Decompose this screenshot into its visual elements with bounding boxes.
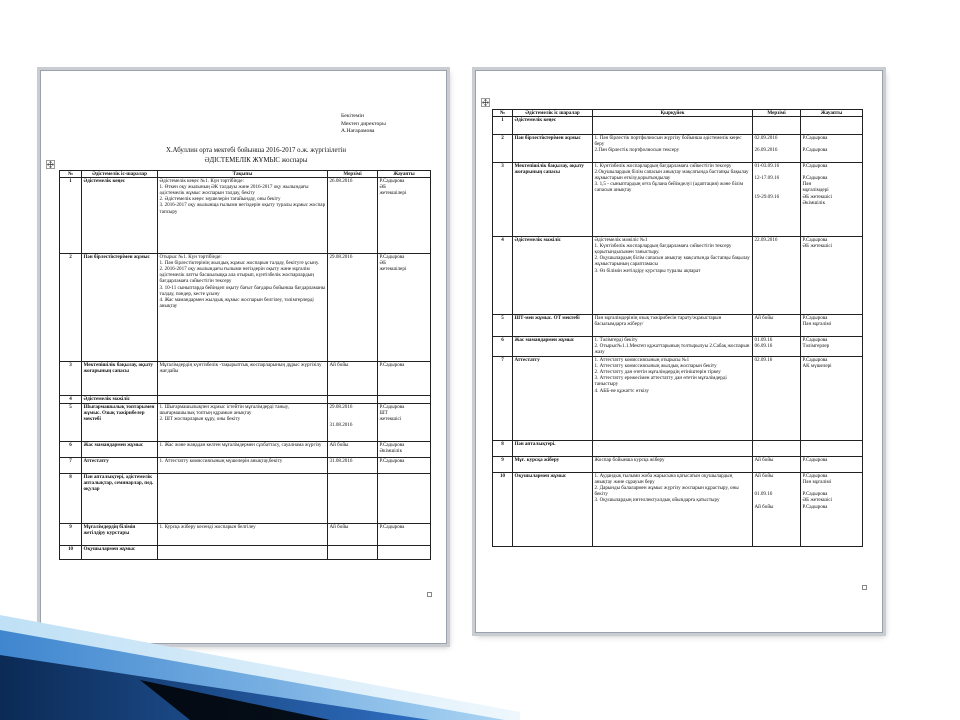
content-cell [158, 396, 328, 404]
responsible-cell [378, 474, 431, 524]
responsible-cell: Р.Садырова Р.Садырова [801, 135, 863, 163]
table-row [60, 254, 431, 362]
deadline-cell [753, 117, 801, 135]
content-cell [593, 441, 753, 457]
deadline-cell: 29.08.2016 [328, 254, 378, 362]
header-no: № [60, 171, 82, 178]
activity-cell: Пән апталықтері. [513, 441, 593, 457]
row-number: 8 [493, 441, 513, 457]
activity-cell: Пән бірлестіктерімен жұмыс [82, 254, 158, 362]
responsible-cell: Р.Садырова ШТ жетекшісі [378, 404, 431, 442]
header-activity: Әдістемелік іс-шаралар [82, 171, 158, 178]
deadline-cell: Ай бойы 01.09.16 Ай бойы [753, 473, 801, 547]
table-row [493, 135, 863, 163]
row-number: 10 [60, 546, 82, 560]
activity-cell: Әдістемелік мәжіліс [513, 237, 593, 315]
activity-cell: Әдістемелік кеңес [82, 178, 158, 254]
row-number: 5 [493, 315, 513, 337]
row-number: 9 [493, 457, 513, 473]
deadline-cell: Ай бойы [328, 442, 378, 458]
content-cell: 1. Аудандық ғылыми жоба жарысына қатысатын оқушылардың анықтау және сұрауын беру 2. Дарынды балалармен жұмыс жүргізу жоспарын құрастыру, оны бекіту 3. Оқушылардың интеллектуалдық ойындарға қатыстыру [593, 473, 753, 547]
approval-line: А.Нағарамова [341, 128, 375, 135]
header-deadline: Мерзімі [328, 171, 378, 178]
activity-cell: Мұғ. курсқа жіберу [513, 457, 593, 473]
row-number: 7 [493, 357, 513, 441]
table-row [493, 337, 863, 357]
table-header-row [60, 171, 431, 178]
activity-cell: Оқушылармен жұмыс [82, 546, 158, 560]
deadline-cell: 31.08.2016 [328, 458, 378, 474]
slide-decoration-stripes [0, 560, 520, 720]
responsible-cell: Р.Садырова ӘБ жетекшілері [378, 178, 431, 254]
table-body [60, 178, 431, 560]
deadline-cell: Ай бойы [753, 315, 801, 337]
row-number: 8 [60, 474, 82, 524]
responsible-cell [801, 441, 863, 457]
table-row [493, 441, 863, 457]
activity-cell: Шығармашылық топтарымен жұмыс. Озық тәжірибелер мектебі [82, 404, 158, 442]
content-cell: Отырыс №1. Күн тәртібінде: 1. Пән бірлестіктерінің жылдық жұмыс жоспарын талдау, бекітуге ұсыну. 2. 2016-2017 оқу жылындағы ғылыми негіздерін оқыту және мұғалім әдістемелік латты басшылыққа ала отырып, күнтізбелік жоспарлардың бағдарламаға сәйкестігін тексеру 3. 10-11 сыныптарда бейіндеп оқыту бағыт бағдары бойынша бағдарламаны талдау, пәндер, кесте ұсыну 4. Жас мамандармен жылдық жұмыс жоспарын белгілеу, тәлімгерлерді анықтау [158, 254, 328, 362]
responsible-cell: Р.Садырова ӘБ жетекшілері [378, 254, 431, 362]
activity-cell: Пән апталықтері, әдістемелік апталықтар, семинарлар, пед. оқулар [82, 474, 158, 524]
row-number: 1 [60, 178, 82, 254]
row-number: 6 [493, 337, 513, 357]
header-responsible: Жауапты [801, 110, 863, 117]
table-row [60, 178, 431, 254]
content-cell: 1. Аттестатгу комиссиясының мүшелерін анықтау,бекіту [158, 458, 328, 474]
responsible-cell: Р.Садырова Тәлімгерлер [801, 337, 863, 357]
responsible-cell [801, 117, 863, 135]
activity-cell: Мектепішілік бақылау, оқыту жоғарының сапасы [82, 362, 158, 396]
table-header-row [493, 110, 863, 117]
responsible-cell [378, 396, 431, 404]
approval-line: Бекітемін [341, 113, 364, 119]
deadline-cell [328, 474, 378, 524]
deadline-cell: Ай бойы [328, 524, 378, 546]
row-number: 9 [60, 524, 82, 546]
table-row [493, 315, 863, 337]
content-cell: 1. Курсқа жіберу кесенді жоспарын белгілеу [158, 524, 328, 546]
header-responsible: Жауапты [378, 171, 431, 178]
content-cell: 1. Шығармашылықпен жұмыс істейтін мұғалімдерді таныу, шығармашылық топтың құрамын анықтау 2. ШТ жоспарларын құру, оны бекіту [158, 404, 328, 442]
activity-cell: Мектепішілік бақылау, оқыту жоғарының сапасы [513, 163, 593, 237]
activity-cell: Аттестатгу [513, 357, 593, 441]
approval-line: Мектеп директоры [341, 120, 386, 127]
table-row [60, 362, 431, 396]
table-row [493, 163, 863, 237]
responsible-cell [378, 546, 431, 560]
activity-cell: ШТ-мен жұмыс. ОТ мектебі [513, 315, 593, 337]
header-topic: Тақыпы [158, 171, 328, 178]
activity-cell: Әдістемелік мәжіліс [82, 396, 158, 404]
header-deadline: Мерзімі [753, 110, 801, 117]
activity-cell: Мұғалімдердің білімін жетілдіру курстары [82, 524, 158, 546]
method-plan-table-right [492, 109, 863, 547]
row-number: 5 [60, 404, 82, 442]
table-row [60, 524, 431, 546]
deadline-cell: 26.08.2016 [328, 178, 378, 254]
table-row [60, 458, 431, 474]
responsible-cell: Р.Садырова [378, 524, 431, 546]
activity-cell: Аттестатгу [82, 458, 158, 474]
row-number: 10 [493, 473, 513, 547]
responsible-cell: Р.Садырова [378, 458, 431, 474]
responsible-cell: Р.Садырова Әкімшілік [378, 442, 431, 458]
table-row [60, 546, 431, 560]
row-number: 4 [493, 237, 513, 315]
content-cell: 1. Аттестатгу комиссиясының отырысы №1 1. Аттестатгу комиссиясының жылдық жоспарын бекіту 2. Аттестатгу дан өтетін мұғалімдердің өтініштерін тіркеу 3. Аттестатгу ережесімен аттестатгу дан өтетін мұғалімдерді таныстыру 4. АББ-не құжаттс өткізу [593, 357, 753, 441]
responsible-cell: Р.Садырова [378, 362, 431, 396]
row-number: 3 [493, 163, 513, 237]
activity-cell: Жас мамандармен жұмыс [513, 337, 593, 357]
deadline-cell: 01.09.16 06.09.16 [753, 337, 801, 357]
responsible-cell: Р.Садырова ӘБ жетекшісі [801, 237, 863, 315]
document-page-left [40, 70, 447, 644]
table-row [493, 237, 863, 315]
table-move-handle-icon[interactable] [46, 160, 55, 169]
row-number: 3 [60, 362, 82, 396]
deadline-cell: 01-03.09.16 12-17.09.16 19-29.09.16 [753, 163, 801, 237]
method-plan-table-left [59, 170, 431, 560]
deadline-cell: 02.09.2016 26.09.2016 [753, 135, 801, 163]
row-number: 6 [60, 442, 82, 458]
activity-cell: Жас мамандармен жұмыс [82, 442, 158, 458]
responsible-cell: Р.Садырова АК мүшелері [801, 357, 863, 441]
content-cell: Әдістемелік мәжіліс №1 1. Күнтізбелік жоспарлардың бағдарламаға сәйкестігін тексеру қорытындысымен таныстыру. 2. Оқушылардың білім сапасын анықтау мақсатында бастапқы бақылау жұмыстарының сараптамасы 3. Өз білімін жетілдіру курстары туралы ақпарат [593, 237, 753, 315]
table-row [493, 457, 863, 473]
content-cell [158, 474, 328, 524]
table-body [493, 117, 863, 547]
table-row [60, 404, 431, 442]
row-number: 1 [493, 117, 513, 135]
header-no: № [493, 110, 513, 117]
deadline-cell [328, 396, 378, 404]
table-row [60, 442, 431, 458]
deadline-cell: 22.09.2016 [753, 237, 801, 315]
content-cell: Мұғалімдердің күнтізбелік -тақырыптық жоспарларының дұрыс жүргізілу жағдайы [158, 362, 328, 396]
table-row [493, 357, 863, 441]
row-number: 2 [493, 135, 513, 163]
header-month: Қырқүйек [593, 110, 753, 117]
table-row [493, 473, 863, 547]
document-subtitle: ӘДІСТЕМЕЛІК ЖҰМЫС жоспары [204, 157, 308, 164]
activity-cell: Әдістемелік кеңес [513, 117, 593, 135]
document-title: Х.Абуллин орта мектебі бойынша 2016-2017 о.ж. жүргізілетін [166, 147, 346, 154]
table-row [60, 474, 431, 524]
content-cell: 1. Тәлімгерді бекіту 2. Отырыс№1.1.Мектеп құжаттарының толтырылуы 2.Сабақ жоспарын жазу [593, 337, 753, 357]
content-cell: Әдістемелік кеңес №1. Күн тәртібінде: 1. Өткен оқу жылының ӘК талдауы және 2016-2017 оқу жылындағы әдістемелік жұмыс жоспарын талдау, бекіту 2. Әдістемелік кеңес мүшелерін тағайындау, оны бекіту 3. 2016-2017 оқу жылынща ғылыми негіздерін оқыту туралы жұмыс жоспар тапсыру [158, 178, 328, 254]
row-number: 7 [60, 458, 82, 474]
table-move-handle-icon[interactable] [481, 98, 490, 107]
row-number: 4 [60, 396, 82, 404]
deadline-cell: Ай бойы [328, 362, 378, 396]
content-cell: Пән мұғалімдерінің озық тәжірибесін тарату/жұмыстарын басылымдарға жіберу/ [593, 315, 753, 337]
table-resize-handle[interactable] [862, 585, 867, 590]
table-row [493, 117, 863, 135]
content-cell: 1. Жас және жаңадан келген мұғалімдермен сұхбаттасу, сауалнама жүргізу [158, 442, 328, 458]
content-cell: 1. Пән бірлестік портфолиосын жүргізу бойынша әдістемелік кеңес беру 2.Пән бірлестік портфолиосын тексеру [593, 135, 753, 163]
content-cell [158, 546, 328, 560]
deadline-cell: Ай бойы [753, 457, 801, 473]
activity-cell: Оқушылармен жұмыс [513, 473, 593, 547]
content-cell: Жоспар бойынша курсқа жіберу [593, 457, 753, 473]
approval-block [341, 113, 386, 136]
responsible-cell: Р.Садырова Р.Садырова Пән мұғалімдері ӘБ жетекшісі Әкімшілік [801, 163, 863, 237]
activity-cell: Пән бірлестіктерімен жұмыс [513, 135, 593, 163]
deadline-cell [753, 441, 801, 457]
responsible-cell: Р.Садырова Пән мұғалімі [801, 315, 863, 337]
row-number: 2 [60, 254, 82, 362]
deadline-cell: 02.09.16 [753, 357, 801, 441]
document-page-right [475, 70, 883, 633]
deadline-cell: 29.08.2016 31.08.2016 [328, 404, 378, 442]
content-cell [593, 117, 753, 135]
table-row [60, 396, 431, 404]
content-cell: 1. Күнтізбелік жоспарлардың бағдарламаға сәйкестігін тексеру 2.Оқушылардың білім сапасын анықтау мақсатында бастапқы бақылау жұмыстарын өткізу,қорытындылау 3. 1,5 - сыныптардың оғға бұлана бейімделуі (адаптация) және білім сапасын анықтау [593, 163, 753, 237]
responsible-cell: Р.Садырова [801, 457, 863, 473]
header-activity: Әдістемелік іс шаралар [513, 110, 593, 117]
deadline-cell [328, 546, 378, 560]
responsible-cell: Р.Садырова Пән мұғалімі Р.Садырова ӘБ жетекшісі Р.Садырова [801, 473, 863, 547]
